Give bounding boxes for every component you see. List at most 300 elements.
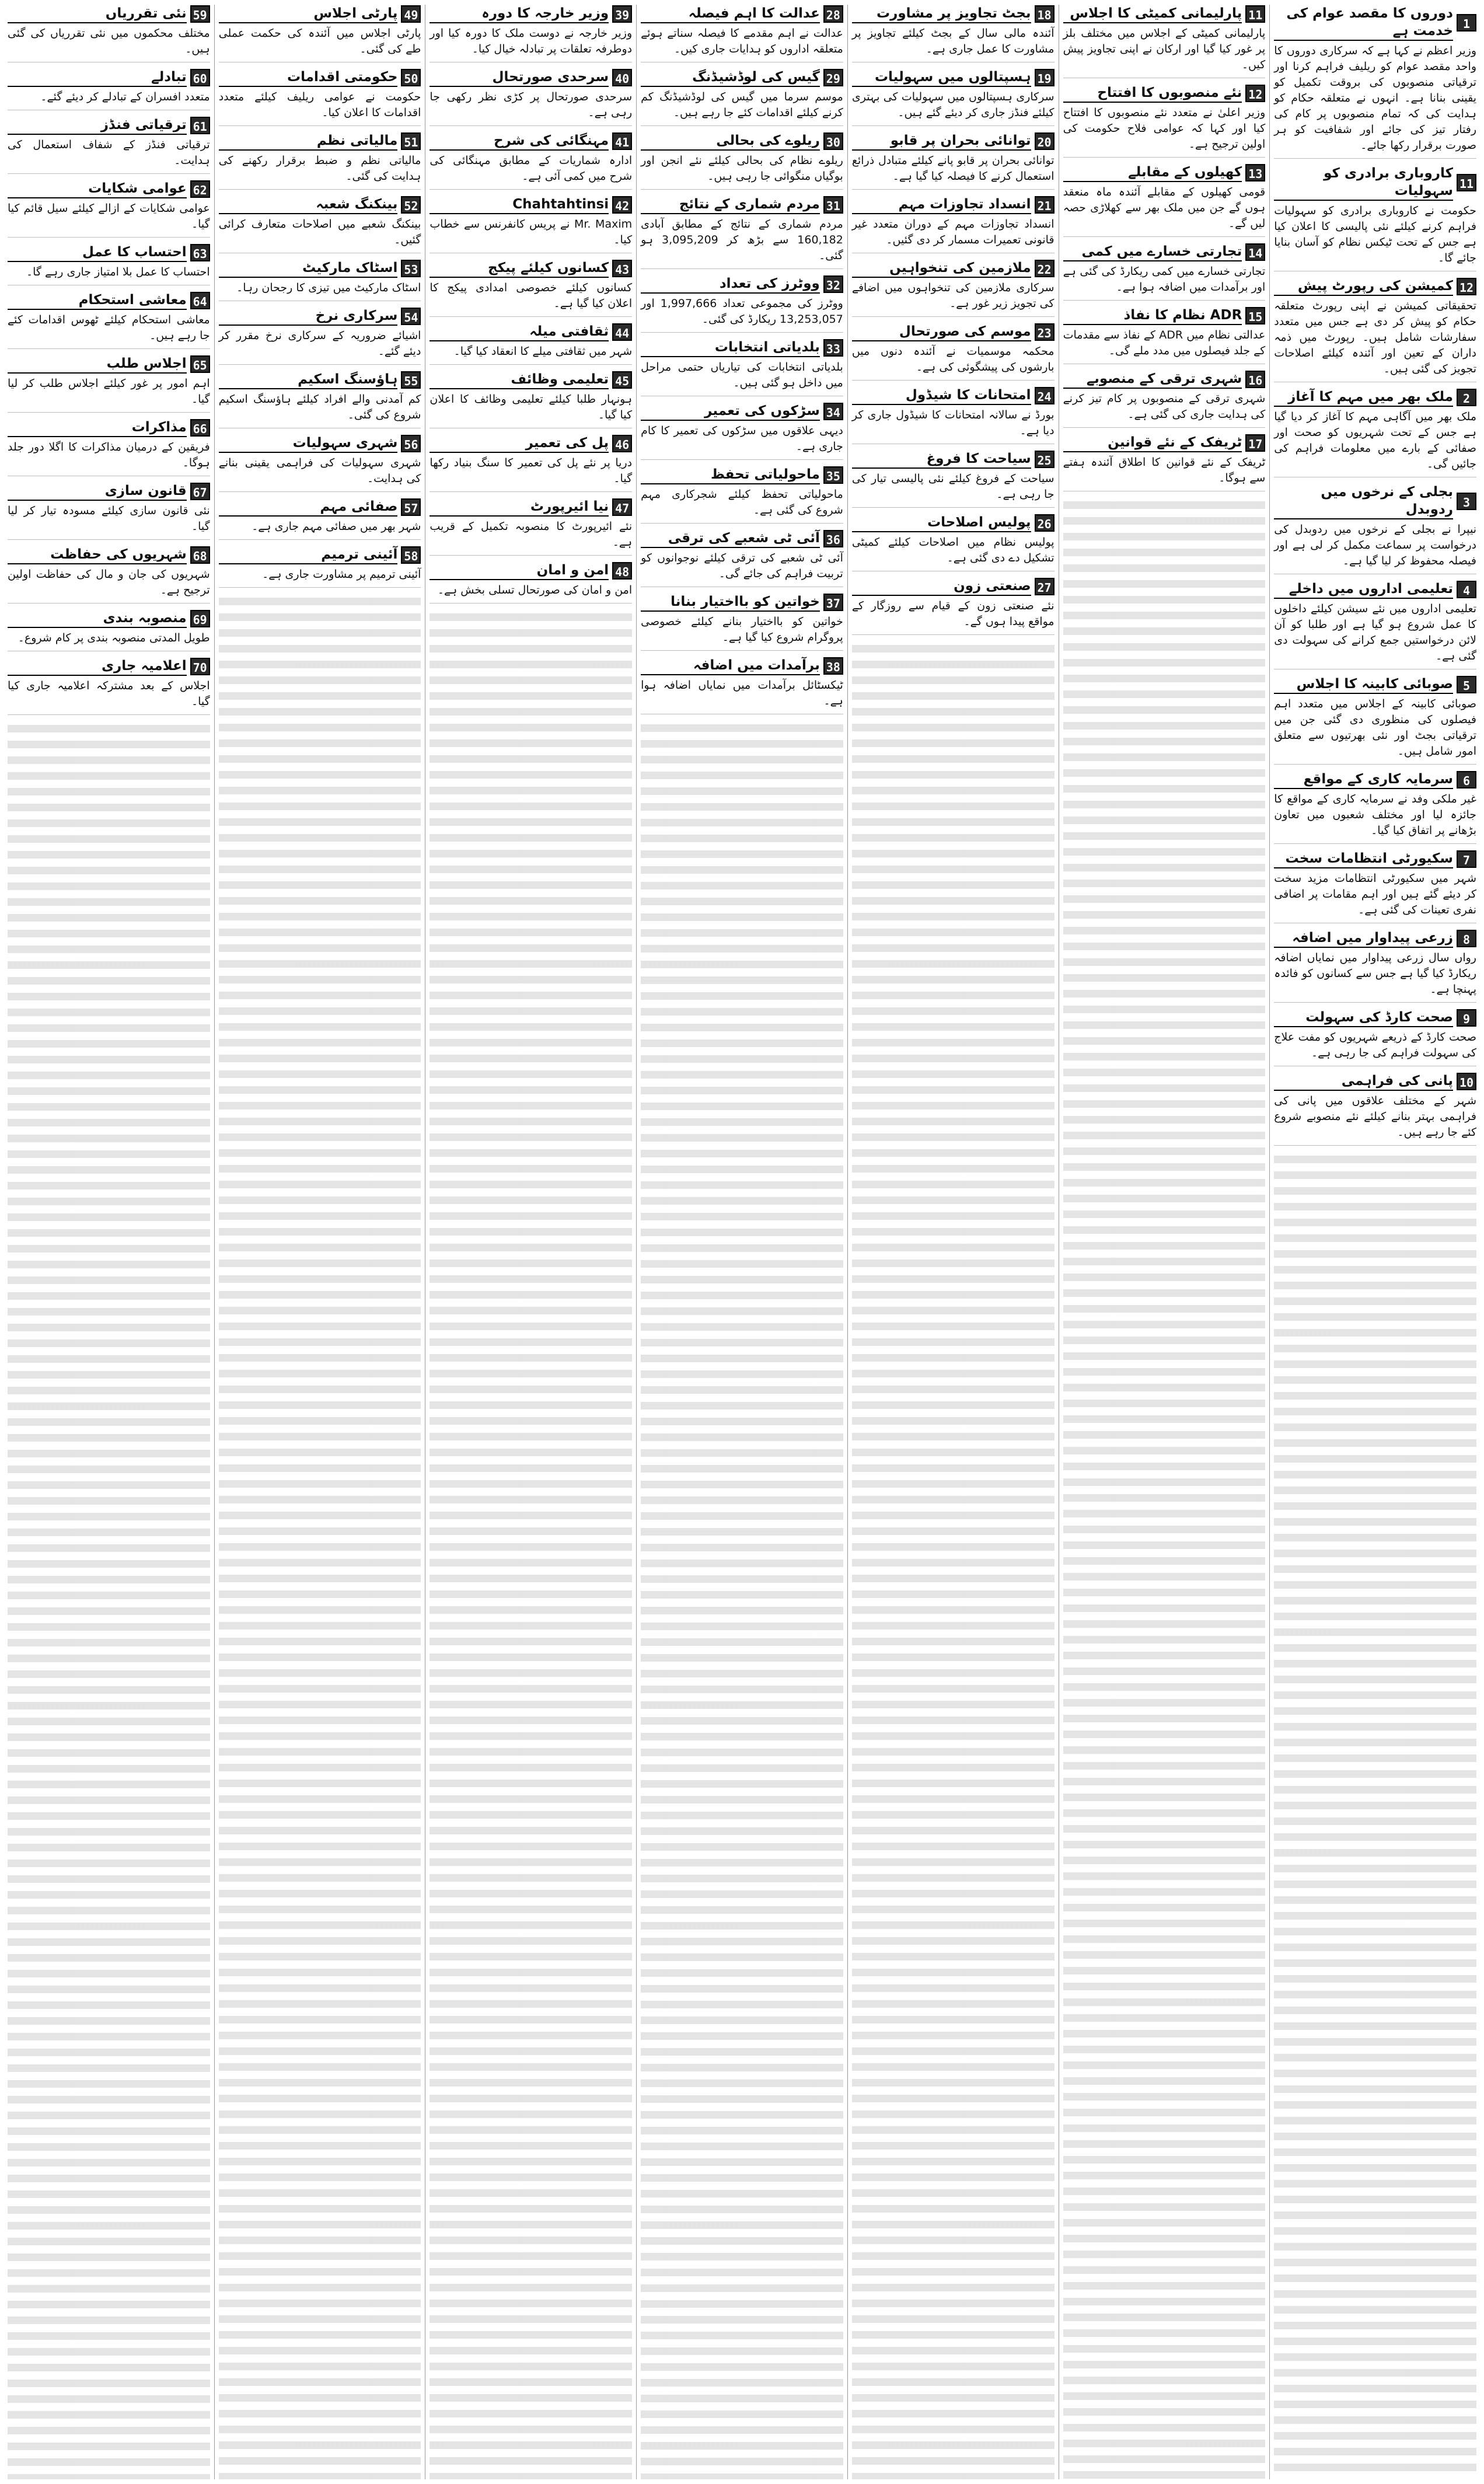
item-body-text: حکومت نے کاروباری برادری کو سہولیات فراہم کرنے کیلئے نئی پالیسی کا اعلان کیا ہے جس کے تحت ٹیکس نظام کو آسان بنایا جائے گا۔ <box>1274 204 1476 264</box>
item-headline: مذاکرات <box>8 418 187 437</box>
news-item-header <box>219 434 421 453</box>
news-item-header <box>8 68 210 87</box>
item-number-badge: 15 <box>1245 307 1265 325</box>
news-item <box>1274 1072 1476 1146</box>
news-item-header <box>219 307 421 326</box>
item-number-badge: 10 <box>1457 1073 1476 1090</box>
item-number-badge: 53 <box>401 260 421 277</box>
item-headline: کسانوں کیلئے پیکج <box>430 259 609 278</box>
item-number-badge: 1 <box>1457 14 1476 32</box>
item-number-badge: 35 <box>823 466 843 484</box>
item-number-badge: 69 <box>190 610 210 627</box>
item-headline: سرکاری نرخ <box>219 307 398 326</box>
item-headline: پارٹی اجلاس <box>219 5 398 23</box>
item-headline: ماحولیاتی تحفظ <box>641 466 820 484</box>
news-item <box>1063 243 1266 301</box>
news-item <box>8 243 210 285</box>
item-body-text: پارٹی اجلاس میں آئندہ کی حکمت عملی طے کی گئی۔ <box>218 27 421 55</box>
item-number-badge: 11 <box>1245 5 1265 23</box>
news-item <box>641 68 843 126</box>
item-body-text: اسٹاک مارکیٹ میں تیزی کا رجحان رہا۔ <box>236 281 421 294</box>
item-headline: ملازمین کی تنخواہیں <box>852 259 1031 278</box>
item-headline: ہاؤسنگ اسکیم <box>219 371 398 389</box>
news-item <box>219 498 421 540</box>
news-item <box>430 68 632 126</box>
item-body-text: اشیائے ضروریہ کے سرکاری نرخ مقرر کر دیئے گئے۔ <box>218 329 421 358</box>
news-item-header <box>430 371 632 389</box>
news-item-header <box>219 132 421 151</box>
item-number-badge: 65 <box>190 355 210 373</box>
item-headline: سکیورٹی انتظامات سخت <box>1274 850 1453 868</box>
item-number-badge: 57 <box>401 498 421 516</box>
item-number-badge: 34 <box>823 403 843 420</box>
news-item-header <box>219 498 421 517</box>
news-column <box>1059 5 1270 2479</box>
item-headline: خواتین کو بااختیار بنانا <box>641 593 820 612</box>
item-number-badge: 11 <box>1457 174 1476 191</box>
item-number-badge: 30 <box>823 132 843 150</box>
news-item-header <box>641 466 843 484</box>
item-number-badge: 29 <box>823 69 843 86</box>
news-item-header <box>430 434 632 453</box>
news-column <box>4 5 214 2479</box>
news-item-header <box>8 657 210 676</box>
item-headline: ملک بھر میں مہم کا آغاز <box>1274 388 1453 407</box>
news-item <box>1274 580 1476 669</box>
item-number-badge: 31 <box>823 196 843 214</box>
news-item-header <box>430 196 632 214</box>
item-number-badge: 68 <box>190 546 210 564</box>
item-number-badge: 27 <box>1035 578 1054 595</box>
item-number-badge: 39 <box>612 5 632 23</box>
item-headline: سرحدی صورتحال <box>430 68 609 87</box>
item-headline: احتساب کا عمل <box>8 243 187 262</box>
item-headline: صنعتی زون <box>852 577 1031 596</box>
item-number-badge: 3 <box>1457 493 1476 510</box>
news-item <box>219 259 421 301</box>
item-number-badge: 46 <box>612 435 632 452</box>
item-body-text: ہونہار طلبا کیلئے تعلیمی وظائف کا اعلان کیا گیا۔ <box>430 393 633 421</box>
item-body-text: توانائی بحران پر قابو پانے کیلئے متبادل ذرائع استعمال کرنے کا فیصلہ کیا گیا ہے۔ <box>851 154 1054 183</box>
news-item <box>1274 277 1476 382</box>
item-number-badge: 9 <box>1457 1009 1476 1027</box>
item-body-text: شہری سہولیات کی فراہمی یقینی بنانے کی ہدایت۔ <box>218 456 421 485</box>
item-body-text: متعدد افسران کے تبادلے کر دیئے گئے۔ <box>40 90 210 103</box>
item-headline: منصوبہ بندی <box>8 609 187 628</box>
item-number-badge: 48 <box>612 562 632 580</box>
news-item <box>1063 5 1266 78</box>
item-body-text: آئندہ مالی سال کے بجٹ کیلئے تجاویز پر مشاورت کا عمل جاری ہے۔ <box>851 27 1054 55</box>
news-item <box>430 5 632 62</box>
item-number-badge: 22 <box>1035 260 1054 277</box>
news-item-header <box>1063 370 1266 389</box>
item-body-text: خواتین کو بااختیار بنانے کیلئے خصوصی پروگرام شروع کیا گیا ہے۔ <box>641 615 843 644</box>
item-headline: مہنگائی کی شرح <box>430 132 609 151</box>
news-item <box>852 450 1054 508</box>
item-headline: توانائی بحران پر قابو <box>852 132 1031 151</box>
item-body-text: اہم امور پر غور کیلئے اجلاس طلب کر لیا گیا۔ <box>7 377 210 406</box>
item-headline: معاشی استحکام <box>8 291 187 310</box>
item-body-text: سرکاری ملازمین کی تنخواہوں میں اضافے کی تجویز زیر غور ہے۔ <box>851 281 1054 310</box>
news-item-header <box>430 498 632 517</box>
item-number-badge: 5 <box>1457 676 1476 693</box>
news-item <box>430 498 632 556</box>
item-body-text: پولیس نظام میں اصلاحات کیلئے کمیٹی تشکیل دے دی گئی ہے۔ <box>851 536 1054 564</box>
item-body-text: کم آمدنی والے افراد کیلئے ہاؤسنگ اسکیم شروع کی گئی۔ <box>218 393 421 421</box>
item-headline: بلدیاتی انتخابات <box>641 339 820 357</box>
news-item-header <box>641 529 843 548</box>
item-body-text: وزیر اعلیٰ نے متعدد نئے منصوبوں کا افتتاح کیا اور کہا کہ عوامی فلاح حکومت کی اولین ترجیح ہے۔ <box>1063 106 1266 151</box>
item-headline: عوامی شکایات <box>8 180 187 198</box>
news-item <box>1063 163 1266 237</box>
news-item <box>219 68 421 126</box>
item-headline: وزیر خارجہ کا دورہ <box>430 5 609 23</box>
news-item <box>8 180 210 238</box>
item-headline: عدالت کا اہم فیصلہ <box>641 5 820 23</box>
text-filler-lines <box>852 641 1054 2479</box>
news-item <box>430 323 632 365</box>
news-item <box>8 657 210 715</box>
item-body-text: سرکاری ہسپتالوں میں سہولیات کی بہتری کیلئے فنڈز جاری کر دیئے گئے ہیں۔ <box>851 90 1054 119</box>
item-headline: موسم کی صورتحال <box>852 323 1031 341</box>
news-item <box>1274 165 1476 271</box>
item-body-text: ترقیاتی فنڈز کے شفاف استعمال کی ہدایت۔ <box>7 138 210 167</box>
item-number-badge: 17 <box>1245 434 1265 452</box>
item-body-text: مردم شماری کے نتائج کے مطابق آبادی 160,182 سے بڑھ کر 3,095,209 ہو گئی۔ <box>641 218 843 262</box>
item-number-badge: 42 <box>612 196 632 214</box>
news-item <box>219 132 421 190</box>
item-number-badge: 2 <box>1457 389 1476 406</box>
item-number-badge: 43 <box>612 260 632 277</box>
text-filler-lines <box>641 720 843 2479</box>
item-body-text: وزیر اعظم نے کہا ہے کہ سرکاری دوروں کا واحد مقصد عوام کو ریلیف فراہم کرنا اور ترقیاتی منصوبوں کی بروقت تکمیل کو یقینی بنانا ہے۔ انہوں نے متعلقہ حکام کو ہدایت کی کہ تمام منصوبوں پر کام کی رفتار تیز کی جائے اور شفافیت کو ہر صورت برقرار رکھا جائے۔ <box>1274 44 1476 152</box>
news-item <box>641 196 843 269</box>
news-item-header <box>219 259 421 278</box>
item-body-text: اجلاس کے بعد مشترکہ اعلامیہ جاری کیا گیا۔ <box>7 679 210 708</box>
item-body-text: تحقیقاتی کمیشن نے اپنی رپورٹ متعلقہ حکام کو پیش کر دی ہے جس میں متعدد سفارشات شامل ہیں۔ رپورٹ میں ذمہ داران کے تعین اور آئندہ کیلئے اصلاحات تجویز کی گئی ہیں۔ <box>1274 299 1476 375</box>
item-headline: تبادلے <box>8 68 187 87</box>
item-number-badge: 49 <box>401 5 421 23</box>
item-number-badge: 14 <box>1245 243 1265 261</box>
item-number-badge: 55 <box>401 371 421 389</box>
item-body-text: سیاحت کے فروغ کیلئے نئی پالیسی تیار کی جا رہی ہے۔ <box>851 472 1054 501</box>
news-item-header <box>1274 5 1476 41</box>
item-body-text: محکمہ موسمیات نے آئندہ دنوں میں بارشوں کی پیشگوئی کی ہے۔ <box>851 345 1054 374</box>
item-headline: امن و امان <box>430 561 609 580</box>
item-body-text: ٹیکسٹائل برآمدات میں نمایاں اضافہ ہوا ہے۔ <box>641 679 843 707</box>
item-number-badge: 59 <box>190 5 210 23</box>
item-headline: نئی تقرریاں <box>8 5 187 23</box>
news-item-header <box>852 259 1054 278</box>
news-column <box>847 5 1059 2479</box>
item-body-text: ٹریفک کے نئے قوانین کا اطلاق آئندہ ہفتے سے ہوگا۔ <box>1063 456 1266 484</box>
item-body-text: عدالتی نظام میں ADR کے نفاذ سے مقدمات کے جلد فیصلوں میں مدد ملے گی۔ <box>1063 329 1266 357</box>
item-headline: اعلامیہ جاری <box>8 657 187 676</box>
news-item <box>641 466 843 524</box>
item-headline: سڑکوں کی تعمیر <box>641 402 820 421</box>
item-body-text: حکومت نے عوامی ریلیف کیلئے متعدد اقدامات کا اعلان کیا۔ <box>218 90 421 119</box>
news-item <box>1063 306 1266 364</box>
item-headline: زرعی پیداوار میں اضافہ <box>1274 929 1453 948</box>
news-column <box>636 5 847 2479</box>
item-body-text: مالیاتی نظم و ضبط برقرار رکھنے کی ہدایت کی گئی۔ <box>218 154 421 183</box>
item-number-badge: 38 <box>823 657 843 675</box>
news-item <box>8 68 210 110</box>
news-item-header <box>852 386 1054 405</box>
item-body-text: بلدیاتی انتخابات کی تیاریاں حتمی مراحل میں داخل ہو گئی ہیں۔ <box>641 361 843 389</box>
item-body-text: فریقین کے درمیان مذاکرات کا اگلا دور جلد ہوگا۔ <box>7 441 210 469</box>
item-number-badge: 64 <box>190 292 210 309</box>
item-number-badge: 16 <box>1245 371 1265 388</box>
item-headline: ثقافتی میلہ <box>430 323 609 341</box>
text-filler-lines <box>8 721 210 2479</box>
item-number-badge: 6 <box>1457 771 1476 789</box>
item-headline: پانی کی فراہمی <box>1274 1072 1453 1091</box>
news-item-header <box>852 196 1054 214</box>
item-headline: بجٹ تجاویز پر مشاورت <box>852 5 1031 23</box>
news-item <box>8 418 210 476</box>
news-item-header <box>8 609 210 628</box>
news-item <box>8 116 210 174</box>
news-item <box>1274 770 1476 844</box>
news-item-header <box>8 418 210 437</box>
item-number-badge: 33 <box>823 339 843 357</box>
news-item <box>1063 84 1266 158</box>
news-item <box>430 434 632 492</box>
news-item <box>430 259 632 317</box>
item-headline: کاروباری برادری کو سہولیات <box>1274 165 1453 201</box>
news-item <box>219 371 421 428</box>
item-number-badge: 36 <box>823 530 843 547</box>
news-item <box>852 259 1054 317</box>
item-body-text: ماحولیاتی تحفظ کیلئے شجرکاری مہم شروع کی گئی ہے۔ <box>641 488 843 517</box>
item-body-text: نئے ائیرپورٹ کا منصوبہ تکمیل کے قریب ہے۔ <box>430 520 633 549</box>
text-filler-lines <box>219 594 421 2479</box>
item-body-text: نئی قانون سازی کیلئے مسودہ تیار کر لیا گیا۔ <box>7 504 210 533</box>
item-body-text: شہر میں سکیورٹی انتظامات مزید سخت کر دیئے گئے ہیں اور اہم مقامات پر اضافی نفری تعینات کی گئی ہے۔ <box>1274 872 1476 916</box>
item-body-text: انسداد تجاوزات مہم کے دوران متعدد غیر قانونی تعمیرات مسمار کر دی گئیں۔ <box>851 218 1054 246</box>
item-number-badge: 13 <box>1245 164 1265 182</box>
news-item <box>8 546 210 603</box>
news-item-header <box>852 323 1054 341</box>
news-item-header <box>219 5 421 23</box>
item-headline: ہسپتالوں میں سہولیات <box>852 68 1031 87</box>
item-body-text: رواں سال زرعی پیداوار میں نمایاں اضافہ ریکارڈ کیا گیا ہے جس سے کسانوں کو فائدہ پہنچا ہے۔ <box>1274 951 1476 996</box>
news-item <box>1274 675 1476 765</box>
news-item <box>641 657 843 714</box>
item-number-badge: 18 <box>1035 5 1054 23</box>
item-number-badge: 23 <box>1035 323 1054 341</box>
item-body-text: صحت کارڈ کے ذریعے شہریوں کو مفت علاج کی سہولت فراہم کی جا رہی ہے۔ <box>1274 1031 1476 1059</box>
news-item <box>219 196 421 253</box>
item-body-text: شہر بھر میں صفائی مہم جاری ہے۔ <box>252 520 421 533</box>
item-headline: شہریوں کی حفاظت <box>8 546 187 564</box>
news-item <box>641 402 843 460</box>
item-body-text: بورڈ نے سالانہ امتحانات کا شیڈول جاری کر دیا ہے۔ <box>851 409 1054 437</box>
news-item <box>641 593 843 651</box>
item-headline: دوروں کا مقصد عوام کی خدمت ہے <box>1274 5 1453 41</box>
item-headline: تعلیمی وظائف <box>430 371 609 389</box>
news-item-header <box>641 402 843 421</box>
item-headline: کمیشن کی رپورٹ پیش <box>1274 277 1453 296</box>
item-body-text: ملک بھر میں آگاہی مہم کا آغاز کر دیا گیا ہے جس کے تحت شہریوں کو صحت اور صفائی کے بارے میں معلومات فراہم کی جائیں گی۔ <box>1274 410 1476 470</box>
item-headline: ADR نظام کا نفاذ <box>1063 306 1242 325</box>
news-item-header <box>1274 675 1476 694</box>
item-number-badge: 61 <box>190 117 210 134</box>
item-headline: ترقیاتی فنڈز <box>8 116 187 135</box>
news-item <box>430 132 632 190</box>
item-number-badge: 7 <box>1457 850 1476 868</box>
news-item-header <box>641 68 843 87</box>
news-column <box>425 5 636 2479</box>
item-headline: شہری سہولیات <box>219 434 398 453</box>
item-body-text: وزیر خارجہ نے دوست ملک کا دورہ کیا اور دوطرفہ تعلقات پر تبادلہ خیال کیا۔ <box>430 27 633 55</box>
news-item <box>219 307 421 365</box>
item-body-text: تعلیمی اداروں میں نئے سیشن کیلئے داخلوں کا عمل شروع ہو گیا ہے اور طلبا کو آن لائن درخواستیں جمع کرانے کی سہولت دی گئی ہے۔ <box>1274 602 1476 662</box>
item-headline: انسداد تجاوزات مہم <box>852 196 1031 214</box>
item-headline: ریلوے کی بحالی <box>641 132 820 151</box>
news-item-header <box>8 243 210 262</box>
news-item-header <box>8 546 210 564</box>
item-number-badge: 62 <box>190 180 210 198</box>
news-item-header <box>1274 277 1476 296</box>
item-number-badge: 26 <box>1035 514 1054 532</box>
item-number-badge: 51 <box>401 132 421 150</box>
item-headline: شہری ترقی کے منصوبے <box>1063 370 1242 389</box>
item-body-text: شہر کے مختلف علاقوں میں پانی کی فراہمی بہتر بنانے کیلئے نئے منصوبے شروع کئے جا رہے ہیں۔ <box>1274 1094 1476 1139</box>
item-headline: سیاحت کا فروغ <box>852 450 1031 469</box>
news-item-header <box>852 577 1054 596</box>
item-body-text: عدالت نے اہم مقدمے کا فیصلہ سناتے ہوئے متعلقہ اداروں کو ہدایات جاری کیں۔ <box>641 27 843 55</box>
news-item-header <box>8 180 210 198</box>
item-headline: مالیاتی نظم <box>219 132 398 151</box>
news-item <box>1063 434 1266 491</box>
text-filler-lines <box>1274 1152 1476 2479</box>
news-item-header <box>852 5 1054 23</box>
item-headline: Chahtahtinsi <box>430 196 609 214</box>
item-body-text: امن و امان کی صورتحال تسلی بخش ہے۔ <box>437 584 633 596</box>
news-item <box>8 609 210 651</box>
item-body-text: شہریوں کی جان و مال کی حفاظت اولین ترجیح ہے۔ <box>7 568 210 596</box>
item-number-badge: 58 <box>401 546 421 564</box>
news-item-header <box>1063 84 1266 103</box>
item-headline: بجلی کے نرخوں میں ردوبدل <box>1274 483 1453 519</box>
news-item <box>1274 929 1476 1003</box>
item-headline: پولیس اصلاحات <box>852 514 1031 532</box>
news-item-header <box>641 657 843 675</box>
item-number-badge: 52 <box>401 196 421 214</box>
item-headline: تعلیمی اداروں میں داخلے <box>1274 580 1453 599</box>
news-item-header <box>8 116 210 135</box>
news-item-header <box>1063 243 1266 261</box>
news-column <box>1269 5 1480 2479</box>
news-item-header <box>641 196 843 214</box>
news-item <box>1063 370 1266 428</box>
news-item-header <box>219 68 421 87</box>
item-headline: اجلاس طلب <box>8 355 187 374</box>
text-filler-lines <box>430 609 632 2479</box>
news-item <box>852 323 1054 381</box>
item-body-text: معاشی استحکام کیلئے ٹھوس اقدامات کئے جا رہے ہیں۔ <box>7 313 210 342</box>
item-number-badge: 56 <box>401 435 421 452</box>
news-item-header <box>1274 1009 1476 1027</box>
item-headline: صوبائی کابینہ کا اجلاس <box>1274 675 1453 694</box>
item-headline: گیس کی لوڈشیڈنگ <box>641 68 820 87</box>
news-item-header <box>1274 770 1476 789</box>
news-item-header <box>430 68 632 87</box>
item-body-text: طویل المدتی منصوبہ بندی پر کام شروع۔ <box>18 632 210 644</box>
news-item <box>641 275 843 333</box>
news-item-header <box>430 5 632 23</box>
item-headline: پل کی تعمیر <box>430 434 609 453</box>
item-number-badge: 4 <box>1457 581 1476 598</box>
news-item-header <box>1274 580 1476 599</box>
news-column <box>214 5 425 2479</box>
news-item <box>852 386 1054 444</box>
item-body-text: احتساب کا عمل بلا امتیاز جاری رہے گا۔ <box>26 266 210 278</box>
item-body-text: نئے صنعتی زون کے قیام سے روزگار کے مواقع پیدا ہوں گے۔ <box>851 599 1054 628</box>
item-number-badge: 66 <box>190 419 210 437</box>
item-body-text: ریلوے نظام کی بحالی کیلئے نئے انجن اور بوگیاں منگوائی جا رہی ہیں۔ <box>641 154 843 183</box>
news-item <box>219 434 421 492</box>
news-item <box>1274 483 1476 574</box>
news-item <box>8 355 210 413</box>
text-filler-lines <box>1063 497 1266 2479</box>
news-item <box>852 68 1054 126</box>
news-item <box>430 196 632 253</box>
item-number-badge: 70 <box>190 658 210 675</box>
news-item-header <box>8 5 210 23</box>
item-headline: ووٹرز کی تعداد <box>641 275 820 294</box>
news-item-header <box>1063 434 1266 452</box>
item-number-badge: 67 <box>190 483 210 500</box>
item-headline: تجارتی خسارے میں کمی <box>1063 243 1242 261</box>
item-number-badge: 20 <box>1035 132 1054 150</box>
item-body-text: قومی کھیلوں کے مقابلے آئندہ ماہ منعقد ہوں گے جن میں ملک بھر سے کھلاڑی حصہ لیں گے۔ <box>1063 186 1266 230</box>
news-item-header <box>219 546 421 564</box>
item-headline: اسٹاک مارکیٹ <box>219 259 398 278</box>
item-headline: امتحانات کا شیڈول <box>852 386 1031 405</box>
item-body-text: آئی ٹی شعبے کی ترقی کیلئے نوجوانوں کو تربیت فراہم کی جائے گی۔ <box>641 552 843 580</box>
news-item <box>219 546 421 588</box>
item-headline: نئے منصوبوں کا افتتاح <box>1063 84 1242 103</box>
news-item-header <box>1274 1072 1476 1091</box>
news-item <box>219 5 421 62</box>
item-body-text: ووٹرز کی مجموعی تعداد 1,997,666 اور 13,253,057 ریکارڈ کی گئی۔ <box>641 297 843 326</box>
item-headline: بینکنگ شعبہ <box>219 196 398 214</box>
news-item <box>641 5 843 62</box>
item-number-badge: 24 <box>1035 387 1054 404</box>
item-number-badge: 47 <box>612 498 632 516</box>
item-number-badge: 37 <box>823 594 843 611</box>
news-item <box>641 132 843 190</box>
news-item-header <box>1274 929 1476 948</box>
item-body-text: Mr. Maxim نے پریس کانفرنس سے خطاب کیا۔ <box>430 218 633 246</box>
item-body-text: مختلف محکموں میں نئی تقرریاں کی گئی ہیں۔ <box>7 27 210 55</box>
news-item-header <box>852 514 1054 532</box>
news-item-header <box>852 450 1054 469</box>
news-item-header <box>1274 850 1476 868</box>
item-number-badge: 60 <box>190 69 210 86</box>
news-item-header <box>641 339 843 357</box>
news-item <box>1274 5 1476 159</box>
item-body-text: پارلیمانی کمیٹی کے اجلاس میں مختلف بلز پر غور کیا گیا اور ارکان نے اپنی تجاویز پیش کیں۔ <box>1063 27 1266 71</box>
item-number-badge: 44 <box>612 323 632 341</box>
news-item <box>852 5 1054 62</box>
news-item <box>852 577 1054 635</box>
news-item-header <box>1274 483 1476 519</box>
item-body-text: بینکنگ شعبے میں اصلاحات متعارف کرائی گئیں۔ <box>218 218 421 246</box>
